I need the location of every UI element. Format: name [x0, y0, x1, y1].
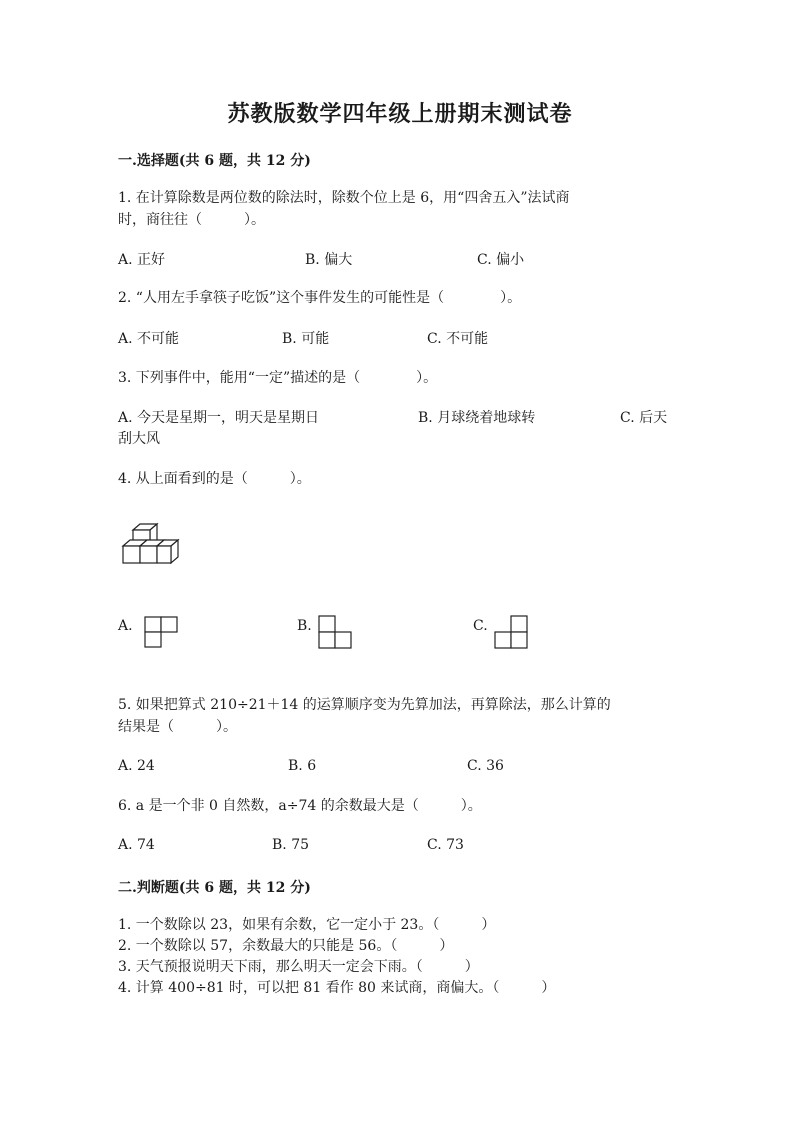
question-5-line-2: 结果是（ ）。 — [118, 719, 237, 735]
question-4-option-a: A. — [118, 618, 133, 634]
question-5-option-b: B. 6 — [288, 758, 317, 774]
top-view-figure-c — [493, 614, 529, 650]
question-2-option-b: B. 可能 — [282, 331, 330, 347]
question-3-option-c: C. 后天 — [620, 410, 668, 426]
section-heading-judgement: 二.判断题(共 6 题，共 12 分) — [118, 880, 311, 896]
question-1-line-2: 时，商往往（ ）。 — [118, 212, 265, 228]
question-6-option-b: B. 75 — [272, 837, 310, 853]
question-1-line-1: 1. 在计算除数是两位数的除法时，除数个位上是 6，用“四舍五入”法试商 — [118, 190, 570, 206]
question-4-line-1: 4. 从上面看到的是（ ）。 — [118, 471, 311, 487]
question-3-option-b: B. 月球绕着地球转 — [418, 410, 536, 426]
section-heading-choice: 一.选择题(共 6 题，共 12 分) — [118, 153, 311, 169]
page-title: 苏教版数学四年级上册期末测试卷 — [227, 101, 573, 127]
question-3-option-a: A. 今天是星期一，明天是星期日 — [118, 410, 320, 426]
question-5-option-c: C. 36 — [467, 758, 504, 774]
top-view-figure-b — [317, 614, 353, 650]
judgement-item-4: 4. 计算 400÷81 时，可以把 81 看作 80 来试商，商偏大。（ ） — [118, 980, 556, 996]
question-1-option-a: A. 正好 — [118, 252, 166, 268]
question-3-option-c-continued: 刮大风 — [118, 431, 160, 447]
question-5-option-a: A. 24 — [118, 758, 155, 774]
question-6-option-a: A. 74 — [118, 837, 155, 853]
question-1-option-c: C. 偏小 — [477, 252, 525, 268]
question-4-option-b: B. — [297, 618, 312, 634]
judgement-item-3: 3. 天气预报说明天下雨，那么明天一定会下雨。（ ） — [118, 959, 479, 975]
cube-stack-figure — [121, 520, 183, 568]
question-2-option-c: C. 不可能 — [427, 331, 489, 347]
question-4-option-c: C. — [473, 618, 488, 634]
judgement-item-1: 1. 一个数除以 23，如果有余数，它一定小于 23。（ ） — [118, 917, 496, 933]
question-2-line-1: 2. “人用左手拿筷子吃饭”这个事件发生的可能性是（ ）。 — [118, 290, 522, 306]
question-2-option-a: A. 不可能 — [118, 331, 180, 347]
question-1-option-b: B. 偏大 — [305, 252, 353, 268]
question-5-line-1: 5. 如果把算式 210÷21＋14 的运算顺序变为先算加法，再算除法，那么计算的 — [118, 697, 611, 713]
top-view-figure-a — [143, 615, 179, 649]
question-6-option-c: C. 73 — [427, 837, 464, 853]
judgement-item-2: 2. 一个数除以 57，余数最大的只能是 56。（ ） — [118, 938, 454, 954]
question-6-line-1: 6. a 是一个非 0 自然数，a÷74 的余数最大是（ ）。 — [118, 798, 482, 814]
question-3-line-1: 3. 下列事件中，能用“一定”描述的是（ ）。 — [118, 370, 438, 386]
